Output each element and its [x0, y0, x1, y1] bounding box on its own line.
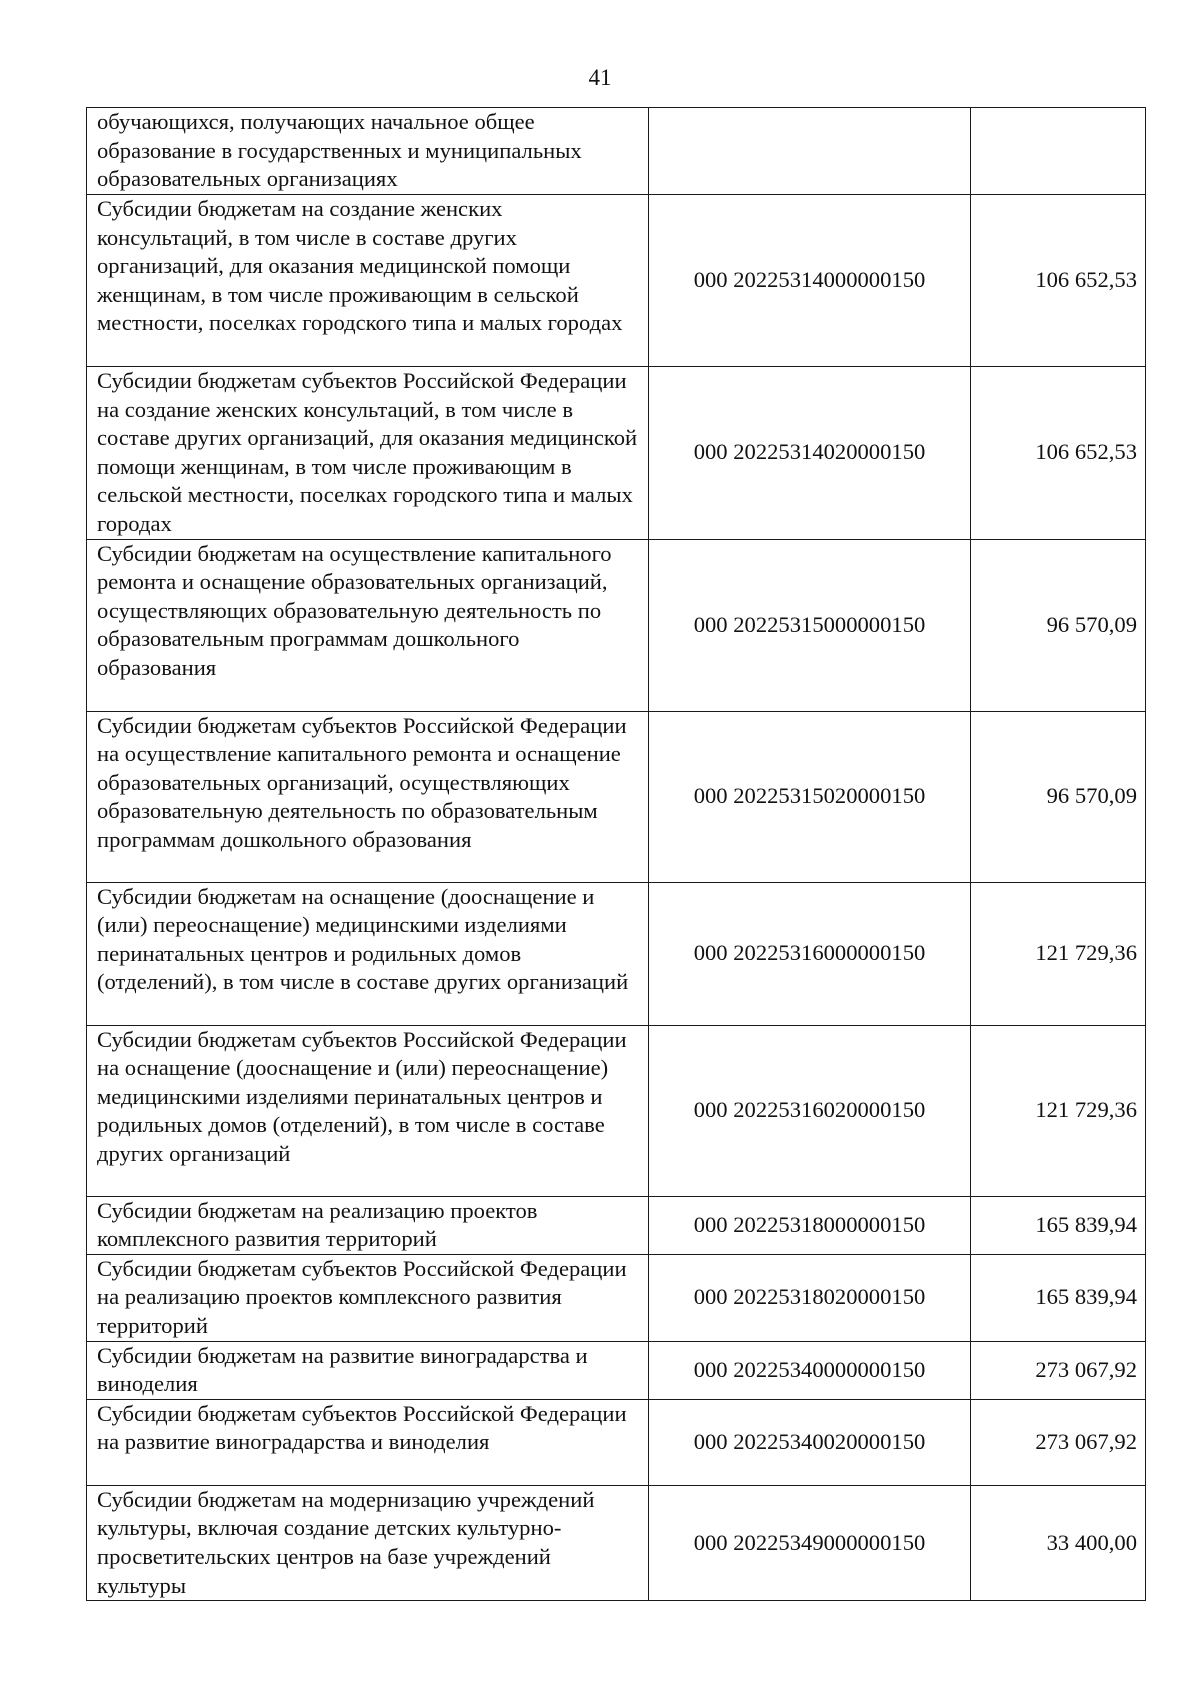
amount-cell — [971, 108, 1146, 195]
amount-cell: 273 067,92 — [971, 1399, 1146, 1485]
amount-cell: 106 652,53 — [971, 195, 1146, 367]
table-row — [87, 539, 1146, 711]
table-row — [87, 1254, 1146, 1341]
revenue-name-cell: Субсидии бюджетам субъектов Российской Федерации на развитие виноградарства и виноделия — [87, 1399, 649, 1485]
revenue-name-cell: Субсидии бюджетам субъектов Российской Федерации на реализацию проектов комплексного развития территорий — [87, 1254, 649, 1341]
budget-code-cell: 000 20225318020000150 — [649, 1254, 971, 1341]
table-row — [87, 1341, 1146, 1399]
budget-code-cell: 000 20225314000000150 — [649, 195, 971, 367]
table-row — [87, 195, 1146, 367]
budget-code-cell: 000 20225340000000150 — [649, 1341, 971, 1399]
amount-cell: 96 570,09 — [971, 539, 1146, 711]
table-row — [87, 1399, 1146, 1485]
budget-code-cell: 000 20225316020000150 — [649, 1025, 971, 1196]
revenue-name-cell: Субсидии бюджетам субъектов Российской Федерации на создание женских консультаций, в том числе в составе других организаций, для оказания медицинской помощи женщинам, в том числе проживающим в сельской местности, поселках городского типа и малых городах — [87, 367, 649, 540]
budget-revenue-table — [86, 107, 1146, 1601]
amount-cell: 106 652,53 — [971, 367, 1146, 540]
amount-cell: 273 067,92 — [971, 1341, 1146, 1399]
budget-code-cell: 000 20225314020000150 — [649, 367, 971, 540]
revenue-name-cell: Субсидии бюджетам на осуществление капитального ремонта и оснащение образовательных организаций, осуществляющих образовательную деятельность по образовательным программам дошкольного образования — [87, 539, 649, 711]
budget-code-cell: 000 20225349000000150 — [649, 1485, 971, 1600]
revenue-name-cell: Субсидии бюджетам на создание женских консультаций, в том числе в составе других организаций, для оказания медицинской помощи женщинам, в том числе проживающим в сельской местности, поселках городского типа и малых городах — [87, 195, 649, 367]
amount-cell: 96 570,09 — [971, 711, 1146, 882]
revenue-name-cell: Субсидии бюджетам субъектов Российской Федерации на осуществление капитального ремонта и оснащение образовательных организаций, осуществляющих образовательную деятельность по образовательным программам дошкольного образования — [87, 711, 649, 882]
table-row — [87, 1025, 1146, 1196]
revenue-name-cell: Субсидии бюджетам на оснащение (дооснащение и (или) переоснащение) медицинскими изделиями перинатальных центров и родильных домов (отделений), в том числе в составе других организаций — [87, 882, 649, 1025]
page-number: 41 — [588, 65, 612, 90]
budget-code-cell — [649, 108, 971, 195]
budget-code-cell: 000 20225316000000150 — [649, 882, 971, 1025]
revenue-name-cell: Субсидии бюджетам на развитие виноградарства и виноделия — [87, 1341, 649, 1399]
table-row — [87, 108, 1146, 195]
table-row — [87, 711, 1146, 882]
table-row — [87, 1196, 1146, 1254]
amount-cell: 121 729,36 — [971, 1025, 1146, 1196]
revenue-name-cell: Субсидии бюджетам на модернизацию учреждений культуры, включая создание детских культурно-просветительских центров на базе учреждений культуры — [87, 1485, 649, 1600]
budget-code-cell: 000 20225315020000150 — [649, 711, 971, 882]
revenue-name-cell: Субсидии бюджетам на реализацию проектов комплексного развития территорий — [87, 1196, 649, 1254]
amount-cell: 165 839,94 — [971, 1254, 1146, 1341]
amount-cell: 33 400,00 — [971, 1485, 1146, 1600]
budget-code-cell: 000 20225315000000150 — [649, 539, 971, 711]
amount-cell: 165 839,94 — [971, 1196, 1146, 1254]
revenue-name-cell: Субсидии бюджетам субъектов Российской Федерации на оснащение (дооснащение и (или) переоснащение) медицинскими изделиями перинатальных центров и родильных домов (отделений), в том числе в составе других организаций — [87, 1025, 649, 1196]
table-row — [87, 1485, 1146, 1600]
table-row — [87, 882, 1146, 1025]
amount-cell: 121 729,36 — [971, 882, 1146, 1025]
budget-code-cell: 000 20225340020000150 — [649, 1399, 971, 1485]
budget-code-cell: 000 20225318000000150 — [649, 1196, 971, 1254]
table-row — [87, 367, 1146, 540]
revenue-name-cell: обучающихся, получающих начальное общее образование в государственных и муниципальных образовательных организациях — [87, 108, 649, 195]
